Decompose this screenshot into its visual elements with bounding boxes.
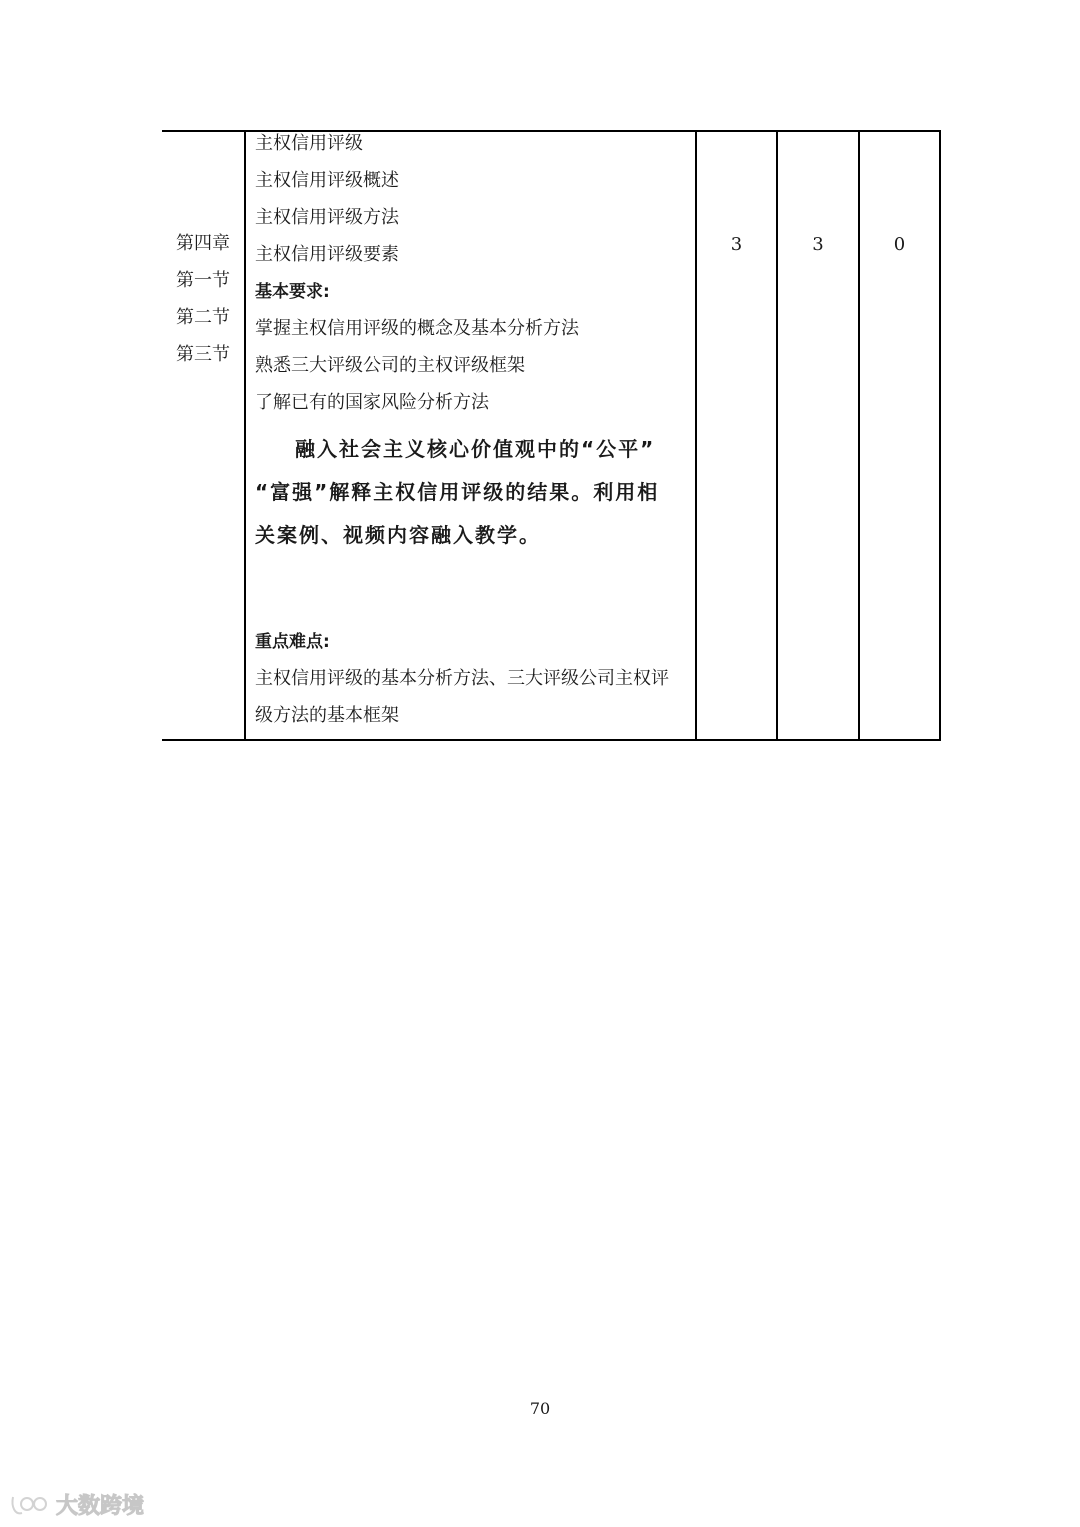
table-right-border xyxy=(939,130,941,741)
total-hours-cell: 3 xyxy=(730,234,743,255)
section-label: 第一节 xyxy=(176,270,230,291)
key-points-heading: 重点难点: xyxy=(255,632,330,652)
requirement-item: 掌握主权信用评级的概念及基本分析方法 xyxy=(255,318,579,339)
requirement-item: 熟悉三大评级公司的主权评级框架 xyxy=(255,355,525,376)
column-divider-chapter xyxy=(244,130,246,741)
requirement-item: 了解已有的国家风险分析方法 xyxy=(255,392,489,413)
column-divider-hours-2 xyxy=(858,130,860,741)
section-label: 第二节 xyxy=(176,307,230,328)
requirements-heading: 基本要求: xyxy=(255,282,330,302)
topic-title: 主权信用评级 xyxy=(255,133,363,154)
ideology-line: 关案例、视频内容融入教学。 xyxy=(255,523,541,547)
topic-item: 主权信用评级概述 xyxy=(255,170,399,191)
watermark-text: 大数跨境 xyxy=(56,1493,145,1519)
ideology-line: 融入社会主义核心价值观中的“公平” xyxy=(295,437,656,461)
key-points-text: 级方法的基本框架 xyxy=(255,705,399,726)
page-number: 70 xyxy=(529,1399,551,1418)
practice-hours-cell: 0 xyxy=(893,234,906,255)
column-divider-content xyxy=(695,130,697,741)
key-points-text: 主权信用评级的基本分析方法、三大评级公司主权评 xyxy=(255,668,669,689)
lecture-hours-cell: 3 xyxy=(812,234,824,255)
topic-item: 主权信用评级要素 xyxy=(255,244,399,265)
section-label: 第三节 xyxy=(176,344,230,365)
watermark-logo-icon xyxy=(10,1491,50,1517)
course-schedule-table xyxy=(162,130,941,741)
watermark xyxy=(10,1488,144,1520)
ideology-line: “富强”解释主权信用评级的结果。利用相 xyxy=(255,480,660,504)
chapter-title: 第四章 xyxy=(176,233,230,254)
topic-item: 主权信用评级方法 xyxy=(255,207,399,228)
table-bottom-border xyxy=(162,739,941,741)
column-divider-hours-1 xyxy=(776,130,778,741)
